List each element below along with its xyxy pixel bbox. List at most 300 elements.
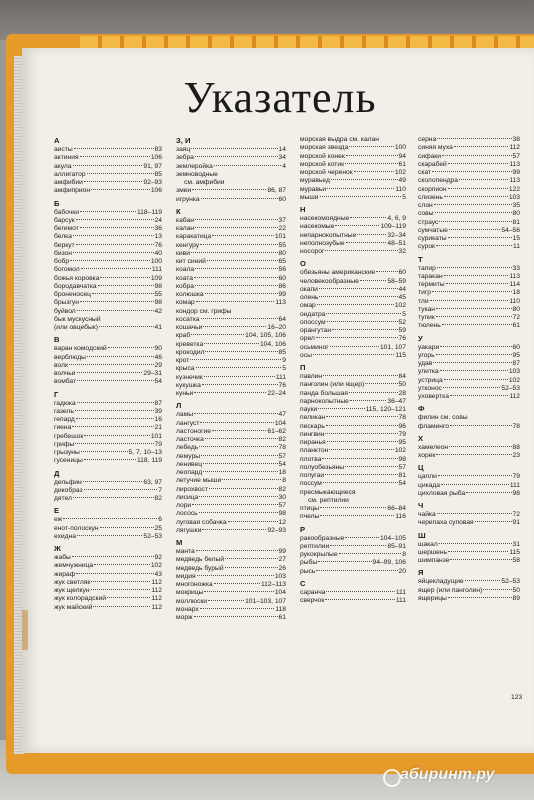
entry-pages: 102: [394, 302, 406, 310]
index-entry: [300, 551, 406, 559]
leader-dots: [448, 551, 508, 552]
entry-term: акула: [54, 162, 72, 170]
entry-pages: 48–51: [387, 239, 406, 247]
index-entry: [176, 444, 286, 452]
leader-dots: [196, 367, 282, 368]
index-entry: [54, 354, 162, 362]
entry-term: улитка: [418, 368, 439, 376]
leader-dots: [322, 458, 397, 459]
index-entry: [54, 495, 162, 503]
entry-term: термиты: [418, 281, 445, 288]
entry-term: ламы: [176, 411, 194, 419]
index-entry: [418, 219, 520, 227]
entry-pages: 52: [398, 318, 406, 326]
index-column-1: [54, 136, 162, 615]
entry-term: ракообразные: [300, 534, 345, 542]
index-entry: [418, 490, 520, 498]
entry-term: жираф: [54, 570, 76, 578]
entry-term: кукушка: [176, 381, 201, 389]
index-entry: [176, 357, 286, 365]
entry-pages: 24: [154, 216, 162, 224]
entry-term: мокрицы: [176, 589, 204, 597]
leader-dots: [73, 497, 154, 498]
index-entry: [300, 464, 406, 472]
index-entry: бык мускусный: [54, 315, 101, 323]
entry-pages: 66–84: [387, 505, 406, 512]
index-entry: [418, 227, 520, 235]
entry-pages: 96: [398, 422, 406, 430]
leader-dots: [203, 463, 277, 464]
entry-term: брызгун: [54, 299, 79, 307]
index-entry: [54, 562, 162, 570]
leader-dots: [448, 237, 512, 238]
entry-term: жук щелкун: [54, 587, 90, 594]
index-entry: [300, 423, 406, 431]
section-letter: Ж: [54, 544, 61, 553]
entry-pages: 98: [154, 299, 162, 307]
entry-term: скат: [418, 169, 432, 176]
entry-pages: 98: [154, 282, 162, 290]
leader-dots: [200, 608, 275, 609]
entry-pages: 104, 106: [259, 340, 286, 348]
entry-pages: 113: [509, 160, 520, 168]
entry-pages: 101–103, 107: [245, 597, 286, 605]
leader-dots: [93, 606, 150, 607]
entry-term: птицы: [300, 505, 320, 512]
leader-dots: [199, 496, 277, 497]
leader-dots: [199, 446, 277, 447]
index-entry: [418, 444, 520, 452]
entry-term: жемчужница: [54, 562, 94, 570]
entry-pages: 99: [278, 291, 286, 298]
leader-dots: [202, 384, 278, 385]
index-entry: [418, 549, 520, 557]
index-entry: [300, 597, 406, 605]
entry-pages: 112: [151, 587, 162, 594]
leader-dots: [436, 308, 512, 309]
leader-dots: [72, 426, 153, 427]
entry-pages: 91, 97: [143, 162, 162, 170]
index-entry: [418, 423, 520, 431]
entry-pages: 83: [154, 146, 162, 153]
entry-pages: 94–99, 106: [372, 559, 406, 567]
index-entry: [418, 511, 520, 519]
leader-dots: [349, 392, 398, 393]
index-entry: [54, 308, 162, 316]
entry-pages: 79: [154, 440, 162, 448]
index-entry: [300, 431, 406, 439]
leader-dots: [437, 267, 512, 268]
entry-term: сверчок: [300, 597, 325, 604]
entry-pages: 85–91: [387, 542, 406, 550]
entry-pages: 50: [512, 586, 520, 594]
leader-dots: [450, 559, 511, 560]
entry-term: бобр: [54, 258, 70, 265]
leader-dots: [465, 580, 501, 581]
leader-dots: [329, 449, 393, 450]
entry-pages: 59: [398, 327, 406, 334]
entry-term: аллигатор: [54, 170, 86, 178]
leader-dots: [205, 438, 278, 439]
entry-term: бородавчатка: [54, 282, 97, 290]
leader-dots: [349, 146, 394, 147]
leader-dots: [205, 293, 278, 294]
section-letter: С: [300, 578, 306, 588]
leader-dots: [77, 372, 143, 373]
entry-pages: 99: [278, 548, 286, 555]
entry-pages: 116: [395, 513, 406, 521]
index-entry: [54, 479, 162, 487]
leader-dots: [75, 443, 153, 444]
entry-term: комар: [176, 299, 195, 307]
entry-pages: 64: [278, 315, 286, 323]
index-entry: [300, 439, 406, 447]
entry-term: калан: [176, 225, 195, 232]
entry-pages: 16: [154, 416, 162, 423]
leader-dots: [87, 356, 154, 357]
leader-dots: [318, 408, 364, 409]
entry-term: пчелы: [300, 513, 320, 521]
entry-pages: 54: [278, 460, 286, 468]
entry-pages: 101, 107: [379, 343, 406, 351]
leader-dots: [100, 527, 154, 528]
entry-term: черепаха суповая: [418, 519, 474, 527]
index-entry: [176, 510, 286, 518]
index-entry: [418, 169, 520, 177]
leader-dots: [207, 260, 278, 261]
leader-dots: [466, 492, 511, 493]
leader-dots: [191, 334, 244, 335]
entry-term: совы: [418, 210, 434, 218]
entry-pages: 111: [395, 588, 406, 596]
entry-pages: 54: [154, 378, 162, 386]
entry-term: лебедь: [176, 444, 199, 452]
index-entry: [300, 472, 406, 480]
index-section: [300, 136, 406, 202]
index-entry: [176, 250, 286, 258]
entry-pages: 92–93: [143, 179, 162, 186]
entry-term: орел: [300, 335, 315, 343]
leader-dots: [195, 268, 277, 269]
entry-pages: 100: [150, 258, 162, 265]
entry-pages: 41: [154, 324, 162, 331]
index-entry: [300, 327, 406, 335]
entry-term: цихловая рыба: [418, 489, 466, 497]
leader-dots: [318, 561, 371, 562]
index-entry: [176, 365, 286, 373]
index-entry: [418, 344, 520, 352]
section-letter: Л: [176, 401, 182, 411]
leader-dots: [100, 277, 149, 278]
entry-term: слон: [418, 202, 433, 209]
entry-term: омар: [300, 302, 316, 310]
leader-dots: [91, 581, 150, 582]
index-entry: [54, 571, 162, 579]
entry-term: морской котик: [300, 160, 344, 168]
index-entry: [54, 424, 162, 432]
entry-pages: 112: [509, 144, 520, 152]
index-entry: [300, 144, 406, 152]
entry-pages: 57: [512, 152, 520, 160]
entry-pages: 60: [512, 343, 520, 351]
entry-term: киви: [176, 249, 190, 257]
entry-pages: 44: [398, 285, 406, 293]
index-entry: [300, 169, 406, 177]
entry-term: носорог: [300, 248, 325, 255]
index-entry: [54, 266, 162, 274]
section-letter: Д: [54, 468, 60, 478]
index-entry: [418, 368, 520, 376]
entry-term: заяц: [176, 146, 191, 153]
leader-dots: [439, 221, 511, 222]
entry-pages: 81: [512, 218, 520, 226]
index-section: [176, 136, 286, 204]
entry-pages: 112: [151, 603, 162, 611]
entry-pages: 118, 119: [136, 457, 162, 465]
entry-term: осы: [300, 351, 312, 359]
index-entry: [54, 154, 162, 162]
entry-term: уховертка: [418, 393, 449, 400]
entry-pages: 7: [158, 486, 162, 494]
entry-pages: 112: [151, 578, 162, 586]
leader-dots: [81, 268, 151, 269]
index-entry: [54, 209, 162, 217]
entry-pages: 8: [282, 477, 286, 485]
entry-pages: 104: [274, 419, 286, 427]
entry-term: ластоногие: [176, 427, 211, 435]
entry-term: морской конек: [300, 152, 345, 160]
leader-dots: [195, 227, 277, 228]
entry-term: опоссум: [300, 318, 326, 326]
index-entry: [54, 179, 162, 187]
index-entry: [418, 298, 520, 306]
leader-dots: [196, 550, 278, 551]
entry-pages: 60: [398, 269, 406, 277]
section-letter: Р: [300, 524, 306, 534]
entry-pages: 76: [398, 335, 406, 343]
index-entry: [54, 163, 162, 171]
index-entry: [54, 225, 162, 233]
index-entry: [54, 441, 162, 449]
entry-term: лемуры: [176, 452, 201, 460]
index-section: [54, 199, 162, 333]
entry-pages: 114: [509, 281, 520, 288]
entry-term: газель: [54, 407, 74, 415]
index-entry: [176, 283, 286, 291]
entry-term: жук колорадский: [54, 595, 107, 603]
index-entry: [300, 294, 406, 302]
leader-dots: [440, 346, 511, 347]
leader-dots: [443, 387, 501, 388]
index-entry: [176, 614, 286, 622]
index-entry: [176, 453, 286, 461]
entry-pages: 103: [508, 193, 520, 201]
entry-pages: 110: [395, 185, 406, 193]
section-letter: П: [300, 363, 306, 372]
index-entry: [418, 281, 520, 289]
leader-dots: [107, 597, 150, 598]
entry-term: гадюка: [54, 399, 76, 407]
leader-dots: [222, 479, 281, 480]
entry-pages: 61: [278, 614, 286, 621]
entry-term: зебра: [176, 154, 194, 162]
leader-dots: [448, 188, 508, 189]
index-section: [418, 531, 520, 566]
index-entry: земноводные: [176, 170, 218, 178]
index-entry: [176, 390, 286, 398]
entry-pages: 92: [154, 554, 162, 561]
leader-dots: [450, 425, 512, 426]
index-section: [418, 463, 520, 498]
index-entry: см. амфибии: [184, 179, 225, 186]
entry-pages: 106: [150, 187, 162, 195]
section-letter: Т: [418, 254, 423, 264]
index-entry: [54, 533, 162, 541]
index-entry: [418, 144, 520, 152]
entry-pages: 29–31: [143, 370, 162, 377]
leader-dots: [199, 512, 278, 513]
index-entry: [418, 136, 520, 144]
entry-term: манта: [176, 548, 195, 555]
entry-term: колюшка: [176, 291, 204, 298]
leader-dots: [225, 558, 277, 559]
entry-pages: 45: [398, 294, 406, 301]
entry-term: медведь бурый: [176, 564, 224, 572]
entry-term: краб: [176, 332, 191, 340]
index-entry: [54, 416, 162, 424]
entry-pages: 111: [275, 373, 286, 381]
entry-pages: 50: [398, 381, 406, 389]
index-entry: [176, 382, 286, 390]
entry-term: ондатра: [300, 310, 326, 318]
leader-dots: [319, 296, 397, 297]
index-entry: [176, 217, 286, 225]
section-letter: К: [176, 206, 181, 216]
leader-dots: [437, 138, 511, 139]
index-entry: [300, 319, 406, 327]
entry-term: удав: [418, 360, 433, 367]
entry-pages: 43: [154, 570, 162, 578]
leader-dots: [194, 413, 278, 414]
index-entry: [54, 554, 162, 562]
entry-term: моллюски: [176, 597, 207, 605]
index-entry: [300, 352, 406, 360]
entry-term: рептилии: [300, 542, 330, 550]
index-entry: [54, 291, 162, 299]
section-letter: Ч: [418, 501, 424, 510]
entry-pages: 111: [151, 266, 162, 274]
leader-dots: [204, 591, 273, 592]
entry-term: жук майский: [54, 603, 93, 611]
index-entry: [300, 223, 406, 231]
entry-term: пауки: [300, 406, 318, 413]
entry-term: скорпион: [418, 185, 447, 193]
leader-dots: [196, 301, 275, 302]
entry-pages: 72: [512, 511, 520, 518]
entry-term: павлин: [300, 373, 323, 380]
entry-term: многоножка: [176, 581, 213, 588]
index-entry: [176, 242, 286, 250]
entry-pages: 111: [509, 481, 520, 489]
index-entry: [54, 362, 162, 370]
entry-term: землеройка: [176, 162, 213, 170]
index-entry: [300, 286, 406, 294]
leader-dots: [81, 451, 128, 452]
index-entry: [418, 587, 520, 595]
section-letter: Е: [54, 506, 60, 516]
index-section: [418, 255, 520, 331]
entry-pages: 106: [150, 154, 162, 162]
index-entry: [176, 420, 286, 428]
entry-pages: 115, 120–121: [365, 406, 406, 413]
entry-term: барсук: [54, 216, 75, 224]
leader-dots: [330, 346, 379, 347]
entry-pages: 111: [395, 597, 406, 604]
leader-dots: [74, 148, 154, 149]
index-entry: [176, 589, 286, 597]
leader-dots: [316, 337, 398, 338]
entry-pages: 40: [154, 249, 162, 257]
section-letter: М: [176, 538, 183, 547]
index-entry: [418, 186, 520, 194]
entry-term: енот-полоскун: [54, 524, 99, 532]
entry-term: хамелеон: [418, 443, 449, 451]
entry-term: гепард: [54, 416, 75, 423]
entry-term: броненосец: [54, 291, 91, 298]
entry-term: богомол: [54, 266, 80, 274]
leader-dots: [84, 459, 136, 460]
entry-term: тукан: [418, 305, 435, 313]
index-entry: [418, 578, 520, 586]
leader-dots: [203, 326, 266, 327]
index-entry: [54, 233, 162, 241]
leader-dots: [436, 354, 512, 355]
entry-pages: 78: [398, 414, 406, 422]
index-entry: [176, 461, 286, 469]
entry-term: пеликан: [300, 414, 326, 422]
entry-term: рукокрылые: [300, 551, 338, 558]
leader-dots: [72, 556, 154, 557]
index-section: [54, 335, 162, 386]
entry-pages: 57: [278, 452, 286, 460]
index-entry: [54, 433, 162, 441]
index-entry: [418, 482, 520, 490]
index-entry: [418, 194, 520, 202]
entry-pages: 110: [509, 297, 520, 305]
index-section: [418, 136, 520, 252]
index-section: [300, 363, 406, 522]
entry-term: уакари: [418, 343, 440, 351]
index-section: [300, 525, 406, 576]
entry-term: муравьи: [300, 185, 327, 193]
index-entry: [300, 311, 406, 319]
leader-dots: [345, 466, 397, 467]
entry-term: лирохвост: [176, 485, 208, 493]
leader-dots: [365, 383, 397, 384]
entry-pages: 4: [282, 162, 286, 170]
entry-term: амфибии: [54, 179, 83, 186]
entry-pages: 78: [512, 422, 520, 430]
index-entry: [54, 400, 162, 408]
index-entry: [54, 408, 162, 416]
leader-dots: [444, 275, 509, 276]
entry-term: парнокопытные: [300, 397, 349, 405]
index-entry: [176, 519, 286, 527]
entry-pages: 46: [154, 353, 162, 361]
index-entry: [54, 587, 162, 595]
index-entry: [300, 373, 406, 381]
entry-term: гребешок: [54, 432, 84, 440]
